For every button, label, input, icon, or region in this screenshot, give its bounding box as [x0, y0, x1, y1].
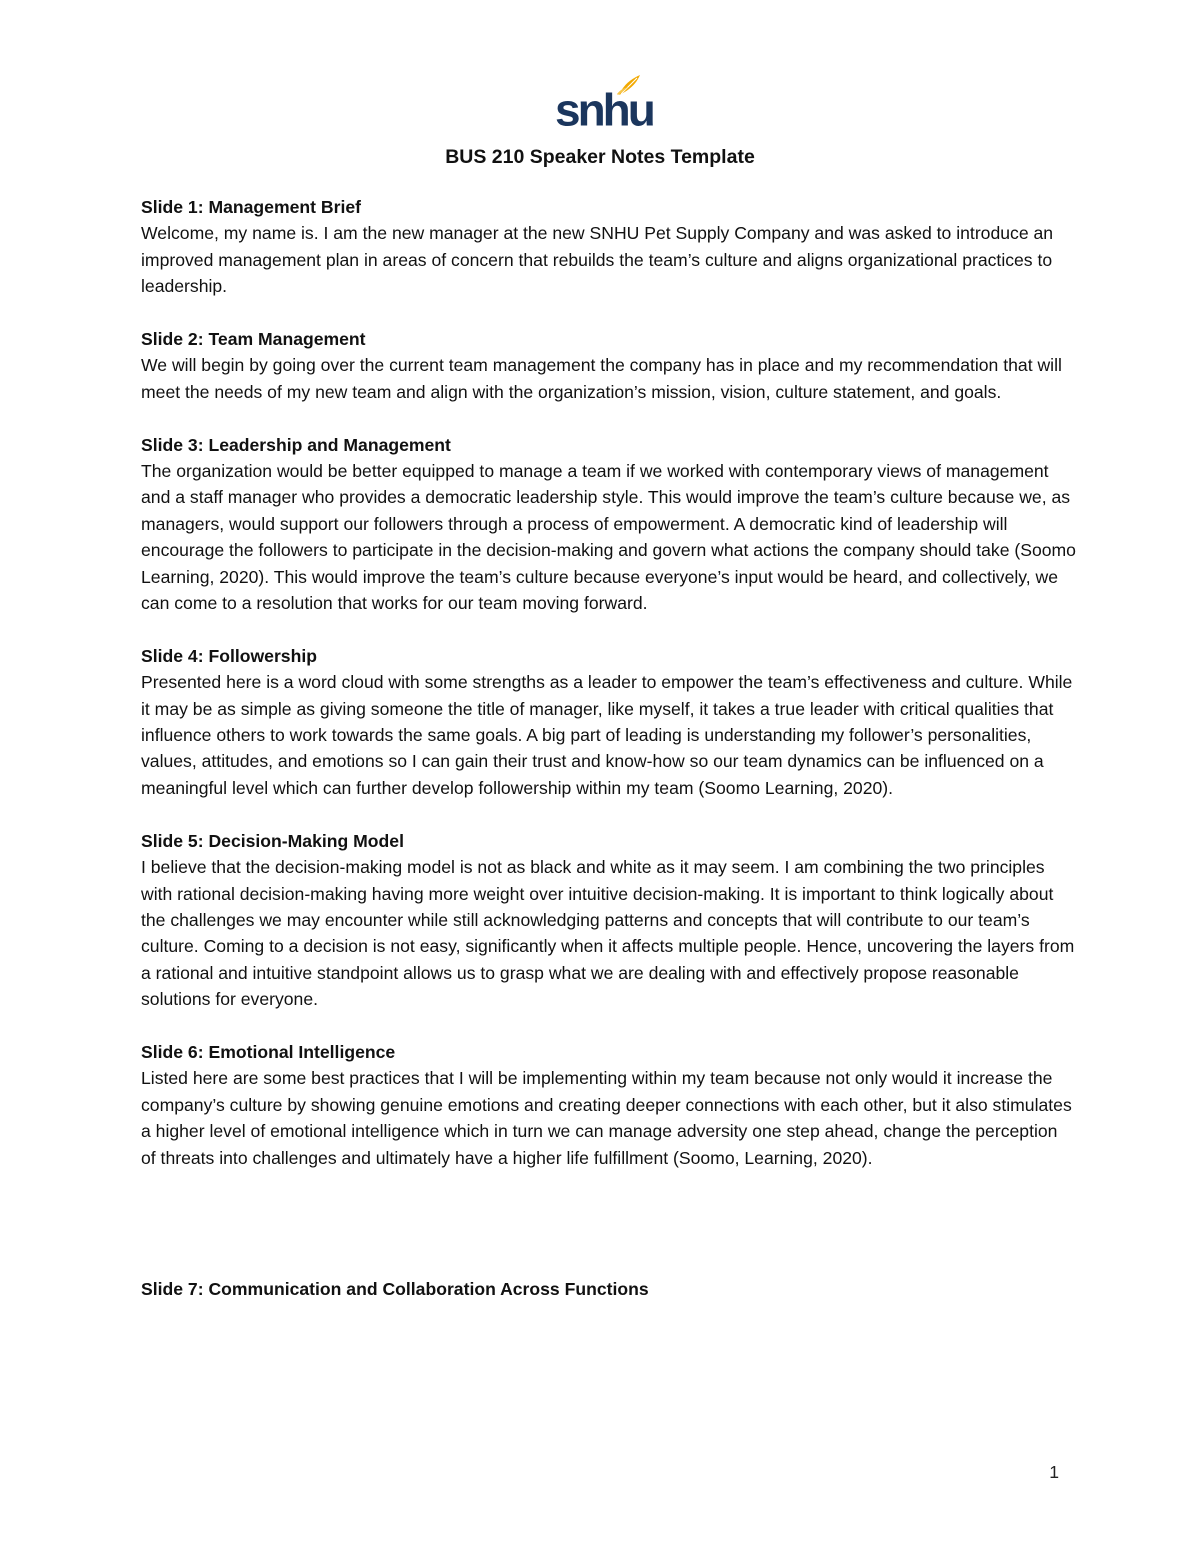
slide-heading: Slide 7: Communication and Collaboration Across Functions — [141, 1278, 649, 1299]
slide-2-notes — [141, 326, 1076, 405]
slide-1-notes — [141, 194, 1076, 300]
slide-heading: Slide 2: Team Management — [141, 329, 366, 350]
slide-body: Listed here are some best practices that I will be implementing within my team because not only would it increase the company’s culture by showing genuine emotions and creating deeper connections with each other, but it also stimulates a higher level of emotional intelligence which in turn we can manage adversity one step ahead, change the perception of threats into challenges and ultimately have a higher life fulfillment (Soomo, Learning, 2020). — [141, 1068, 1072, 1168]
slide-heading: Slide 1: Management Brief — [141, 197, 361, 217]
slide-4-notes — [141, 643, 1076, 801]
slide-heading: Slide 4: Followership — [141, 645, 317, 666]
slide-5-notes — [141, 828, 1076, 1013]
slide-heading: Slide 6: Emotional Intelligence — [141, 1041, 396, 1062]
slide-3-notes — [141, 432, 1076, 617]
page-number: 1 — [1049, 1462, 1059, 1482]
slide-body: We will begin by going over the current team management the company has in place and my recommendation that will meet the needs of my new team and align with the organization’s mission, vision, culture statement, and goals. — [141, 355, 1062, 402]
slide-body: The organization would be better equipped to manage a team if we worked with contemporary views of management and a staff manager who provides a democratic leadership style. This would improve the team’s culture because we, as managers, would support our followers through a process of empowerment. A democratic kind of leadership will encourage the followers to participate in the decision-making and govern what actions the company should take (Soomo Learning, 2020). This would improve the team’s culture because everyone’s input would be heard, and collectively, we can come to a resolution that works for our team moving forward. — [141, 461, 1076, 614]
slide-heading: Slide 3: Leadership and Management — [141, 434, 451, 455]
slide-body: I believe that the decision-making model is not as black and white as it may seem. I am combining the two principles with rational decision-making having more weight over intuitive decision-making. It is important to think logically about the challenges we may encounter while still acknowledging patterns and concepts that will contribute to our team’s culture. Coming to a decision is not easy, significantly when it affects multiple people. Hence, uncovering the layers from a rational and intuitive standpoint allows us to grasp what we are dealing with and effectively propose reasonable solutions for everyone. — [141, 857, 1075, 1010]
slide-body: Presented here is a word cloud with some strengths as a leader to empower the team’s effectiveness and culture. While it may be as simple as giving someone the title of manager, like myself, it takes a true leader with critical qualities that influence others to work towards the same goals. A big part of leading is understanding my follower’s personalities, values, attitudes, and emotions so I can gain their trust and know-how so our team dynamics can be influenced on a meaningful level which can further develop followership within my team (Soomo Learning, 2020). — [141, 672, 1073, 798]
slide-6-notes — [141, 1039, 1076, 1171]
slide-body: Welcome, my name is. I am the new manager at the new SNHU Pet Supply Company and was asked to introduce an improved management plan in areas of concern that rebuilds the team’s culture and aligns organizational practices to leadership. — [141, 223, 1054, 297]
slide-7-notes — [141, 1276, 1076, 1302]
slide-heading: Slide 5: Decision-Making Model — [141, 830, 404, 851]
speaker-notes-body — [141, 194, 1076, 1329]
snhu-logo — [555, 74, 653, 136]
document-title: BUS 210 Speaker Notes Template — [445, 146, 755, 168]
logo-wordmark: snhu — [555, 84, 653, 136]
